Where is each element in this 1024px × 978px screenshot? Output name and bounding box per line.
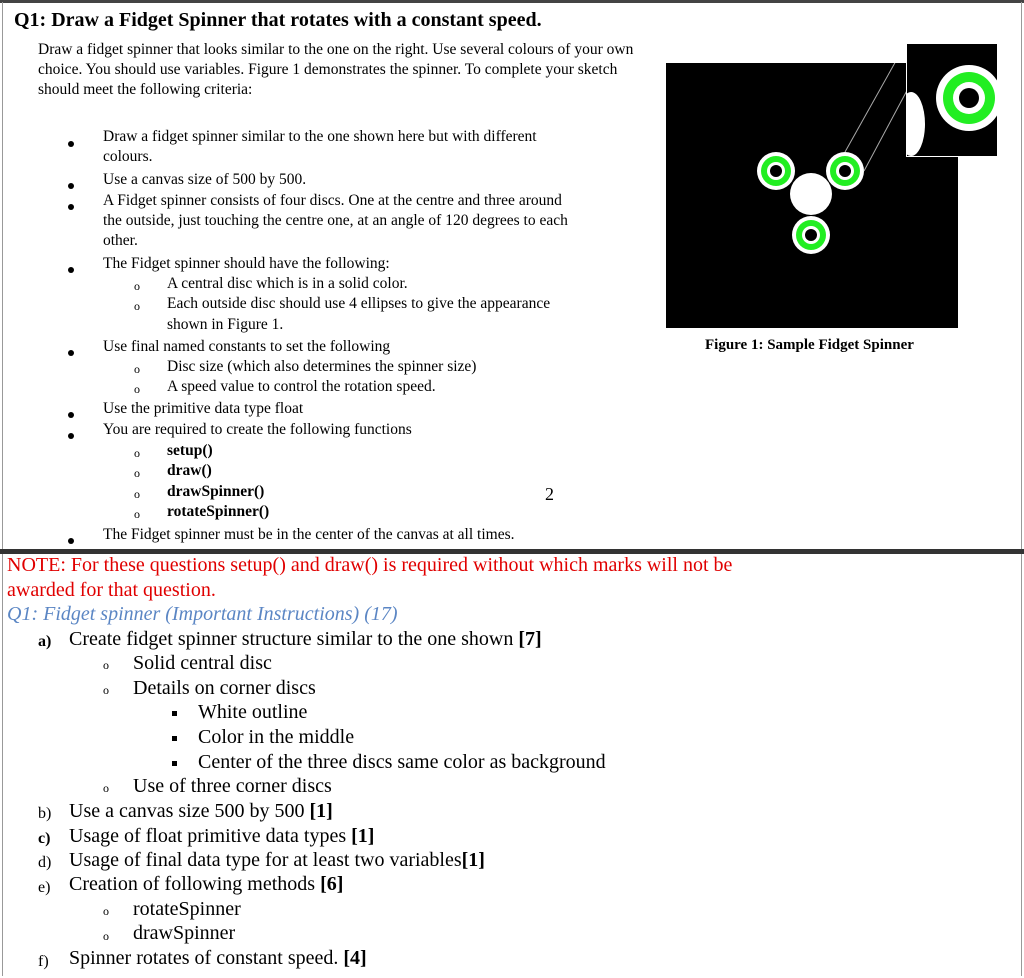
sub-bullet: o — [134, 466, 140, 480]
question-title: Q1: Draw a Fidget Spinner that rotates with a constant speed. — [14, 9, 542, 31]
sub-bullet: o — [103, 781, 109, 795]
corner-disc-right — [826, 152, 864, 190]
criterion-subtext: A speed value to control the rotation speed. — [167, 378, 436, 395]
square-bullet — [172, 711, 177, 716]
criterion-text: A Fidget spinner consists of four discs. One at the centre and three around — [103, 192, 562, 209]
rubric-item — [69, 849, 485, 872]
page-number: 2 — [545, 484, 554, 504]
rubric-text: Usage of final data type for at least two variables — [69, 849, 462, 871]
bullet-dot — [68, 141, 74, 147]
zoom-inset — [906, 43, 998, 157]
square-bullet — [172, 761, 177, 766]
rubric-marks: [7] — [518, 628, 542, 650]
sub-bullet: o — [134, 446, 140, 460]
function-name: setup() — [167, 442, 213, 459]
corner-disc-left — [757, 152, 795, 190]
sub-bullet: o — [103, 658, 109, 672]
rubric-subsubitem: White outline — [198, 701, 308, 723]
square-bullet — [172, 736, 177, 741]
criterion-text: The Fidget spinner must be in the center of the canvas at all times. — [103, 526, 515, 543]
rubric-item — [69, 947, 367, 970]
function-name: drawSpinner() — [167, 483, 265, 500]
criterion-text: Use final named constants to set the following — [103, 338, 391, 355]
rubric-subsubitem: Color in the middle — [198, 726, 355, 748]
sub-bullet: o — [134, 299, 140, 313]
bullet-dot — [68, 412, 74, 418]
note-line: awarded for that question. — [7, 579, 216, 601]
bullet-dot — [68, 183, 74, 189]
question-intro: Draw a fidget spinner that looks similar to the one on the right. Use several colours of your own choice. You should use variables. Figure 1 demonstrates the spinner. To complete your sketch should meet the following criteria: — [38, 41, 634, 98]
rubric-item — [69, 825, 374, 848]
rubric-subitem: rotateSpinner — [133, 898, 241, 920]
sub-bullet: o — [134, 487, 140, 501]
rubric-text: Spinner rotates of constant speed. — [69, 947, 344, 969]
sub-bullet: o — [134, 279, 140, 293]
bullet-dot — [68, 433, 74, 439]
item-label: a) — [38, 633, 52, 650]
criterion-text: The Fidget spinner should have the following: — [103, 255, 390, 272]
rubric-text: Use a canvas size 500 by 500 — [69, 800, 310, 822]
rubric-text: Create fidget spinner structure similar to the one shown — [69, 628, 519, 650]
criterion-text: You are required to create the following functions — [103, 421, 412, 438]
function-name: draw() — [167, 462, 212, 479]
item-label: b) — [38, 805, 52, 822]
rubric-text: Usage of float primitive data types — [69, 825, 352, 847]
rubric-subsubitem: Center of the three discs same color as background — [198, 751, 606, 773]
rubric-text: Creation of following methods — [69, 873, 321, 895]
rubric-item — [69, 628, 542, 651]
item-label: f) — [38, 953, 49, 970]
criterion-text: Use a canvas size of 500 by 500. — [103, 171, 307, 188]
sub-bullet: o — [134, 507, 140, 521]
rubric-subitem: Use of three corner discs — [133, 775, 332, 797]
sub-bullet: o — [103, 683, 109, 697]
rubric-marks: [6] — [320, 873, 344, 895]
bullet-dot — [68, 204, 74, 210]
item-label: d) — [38, 854, 52, 871]
sub-bullet: o — [103, 929, 109, 943]
bullet-dot — [68, 538, 74, 544]
criterion-subtext: Each outside disc should use 4 ellipses to give the appearance — [167, 295, 551, 312]
central-disc — [790, 173, 832, 215]
figure-caption: Figure 1: Sample Fidget Spinner — [705, 337, 914, 353]
sub-bullet: o — [103, 904, 109, 918]
rubric-subitem: drawSpinner — [133, 922, 236, 944]
criterion-text: Use the primitive data type float — [103, 400, 304, 417]
sub-bullet: o — [134, 382, 140, 396]
criterion-subtext: shown in Figure 1. — [167, 316, 284, 333]
corner-disc-bottom — [792, 216, 830, 254]
rubric-marks: [4] — [343, 947, 367, 969]
rubric-subitem: Details on corner discs — [133, 677, 316, 699]
rubric-item — [69, 873, 343, 896]
criterion-text: the outside, just touching the centre one, at an angle of 120 degrees to each — [103, 212, 568, 229]
bullet-dot — [68, 267, 74, 273]
criterion-text: other. — [103, 232, 138, 249]
bullet-dot — [68, 350, 74, 356]
rubric-subitem: Solid central disc — [133, 652, 272, 674]
rubric-marks: [1] — [461, 849, 485, 871]
function-name: rotateSpinner() — [167, 503, 270, 520]
criterion-text: Draw a fidget spinner similar to the one shown here but with different — [103, 128, 537, 145]
rubric-item — [69, 800, 333, 823]
rubric-heading: Q1: Fidget spinner (Important Instructions) (17) — [7, 603, 398, 625]
sub-bullet: o — [134, 362, 140, 376]
criterion-subtext: A central disc which is in a solid color. — [167, 275, 408, 292]
item-label: c) — [38, 830, 51, 847]
item-label: e) — [38, 879, 51, 896]
rubric-marks: [1] — [309, 800, 333, 822]
criterion-subtext: Disc size (which also determines the spinner size) — [167, 358, 477, 375]
criterion-text: colours. — [103, 148, 153, 165]
note-line: NOTE: For these questions setup() and draw() is required without which marks will not be — [7, 554, 733, 576]
rubric-marks: [1] — [351, 825, 375, 847]
